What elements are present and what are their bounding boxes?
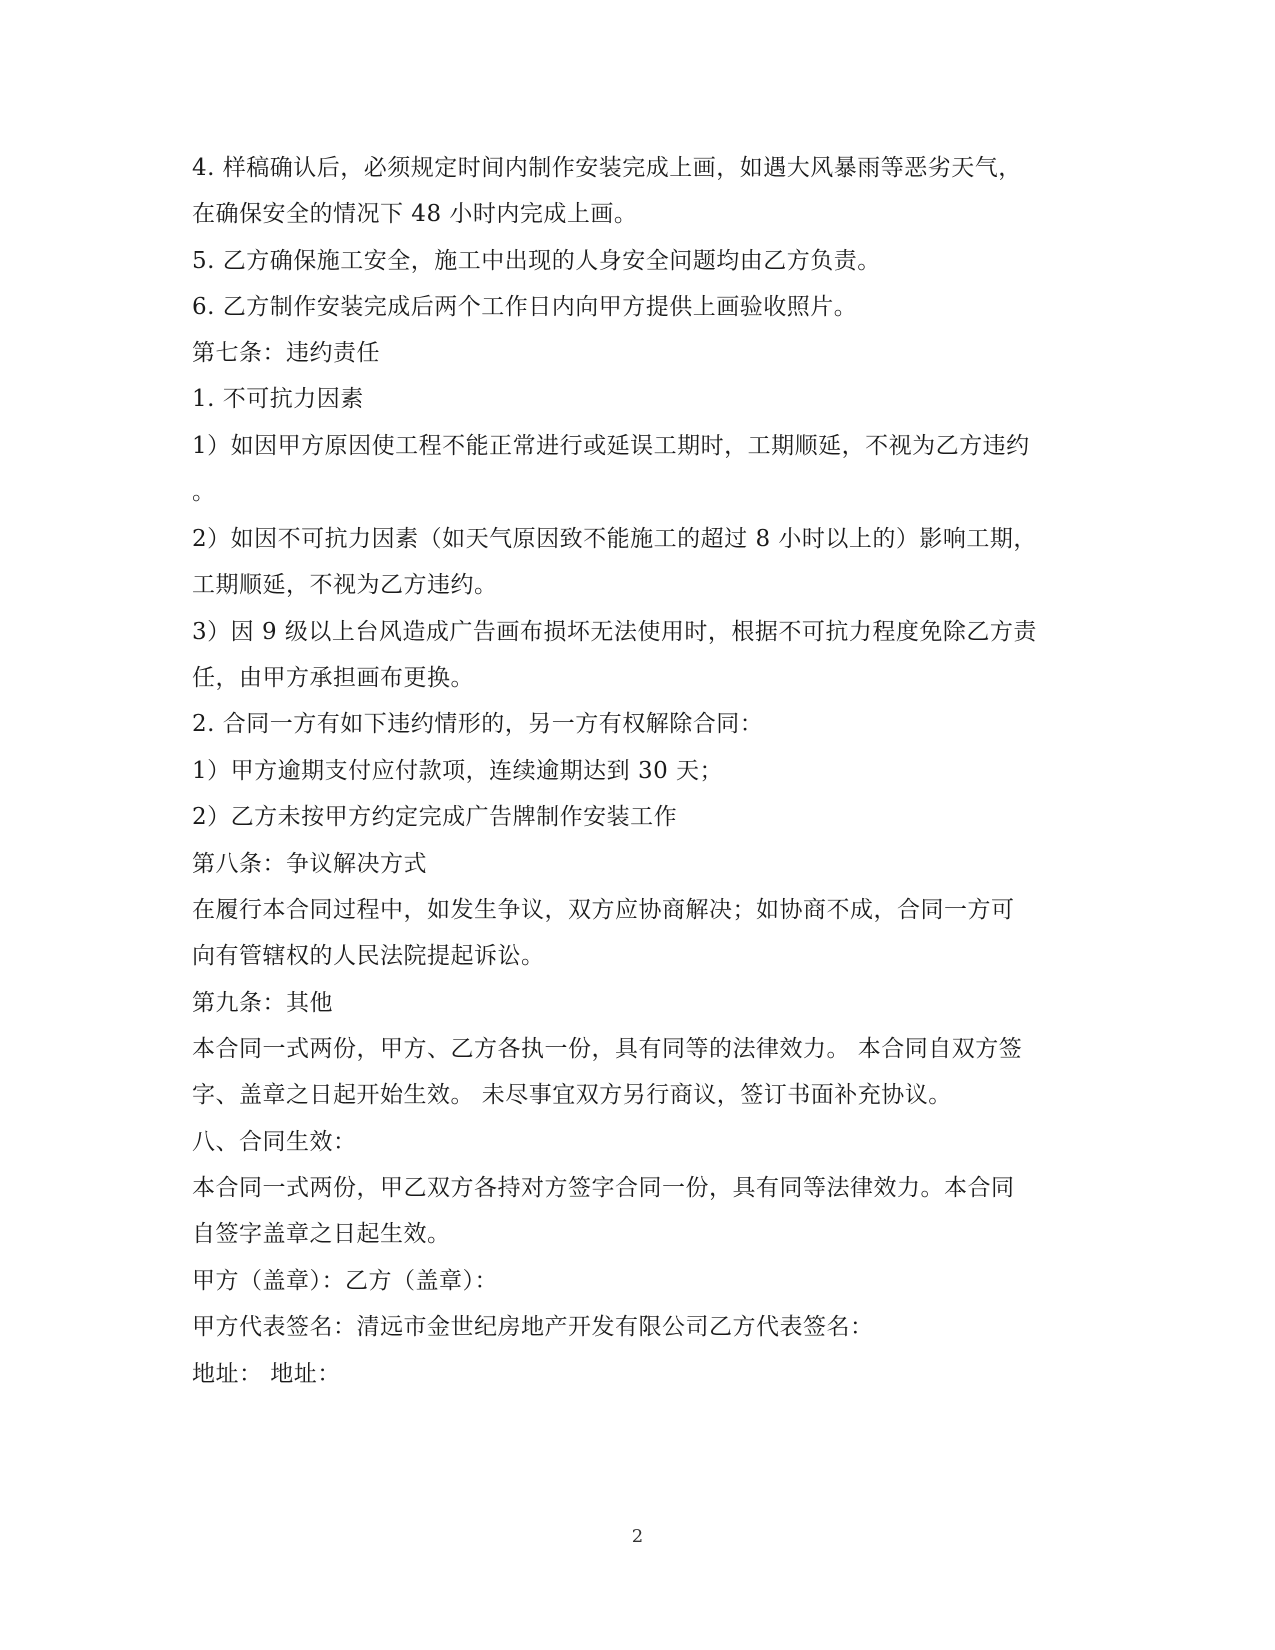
text-line: 在履行本合同过程中，如发生争议，双方应协商解决；如协商不成，合同一方可 [192,897,1015,923]
text-line: 1）如因甲方原因使工程不能正常进行或延误工期时，工期顺延，不视为乙方违约 [192,433,1030,459]
text-line: 1. 不可抗力因素 [192,386,364,412]
section-heading: 第八条：争议解决方式 [192,851,427,877]
text-line: 3）因 9 级以上台风造成广告画布损坏无法使用时，根据不可抗力程度免除乙方责 [192,619,1037,645]
text-line: 5. 乙方确保施工安全，施工中出现的人身安全问题均由乙方负责。 [192,248,881,274]
text-line: 本合同一式两份，甲方、乙方各执一份，具有同等的法律效力。 本合同自双方签 [192,1036,1023,1062]
text-line: 2. 合同一方有如下违约情形的，另一方有权解除合同： [192,711,764,737]
section-heading: 第九条：其他 [192,990,333,1016]
text-line: 字、盖章之日起开始生效。 未尽事宜双方另行商议，签订书面补充协议。 [192,1082,952,1108]
text-line: 本合同一式两份，甲乙双方各持对方签字合同一份，具有同等法律效力。本合同 [192,1175,1015,1201]
section-heading: 八、合同生效： [192,1129,357,1155]
text-line: 4. 样稿确认后，必须规定时间内制作安装完成上画，如遇大风暴雨等恶劣天气， [192,155,1022,181]
text-line: 在确保安全的情况下 48 小时内完成上画。 [192,201,638,227]
text-line: 1）甲方逾期支付应付款项，连续逾期达到 30 天； [192,758,724,784]
text-line: 工期顺延，不视为乙方违约。 [192,572,498,598]
text-line: 向有管辖权的人民法院提起诉讼。 [192,943,545,969]
signature-line: 甲方（盖章）：乙方（盖章）： [192,1268,498,1294]
page-number: 2 [631,1526,644,1547]
section-heading: 第七条：违约责任 [192,340,380,366]
text-line: 6. 乙方制作安装完成后两个工作日内向甲方提供上画验收照片。 [192,294,858,320]
text-line: 任，由甲方承担画布更换。 [192,665,474,691]
signature-line: 甲方代表签名：清远市金世纪房地产开发有限公司乙方代表签名： [192,1314,874,1340]
address-line: 地址： 地址： [192,1361,341,1387]
text-line: 2）乙方未按甲方约定完成广告牌制作安装工作 [192,804,678,830]
text-line: 2）如因不可抗力因素（如天气原因致不能施工的超过 8 小时以上的）影响工期， [192,526,1037,552]
text-line: 。 [192,479,216,505]
text-line: 自签字盖章之日起生效。 [192,1221,451,1247]
